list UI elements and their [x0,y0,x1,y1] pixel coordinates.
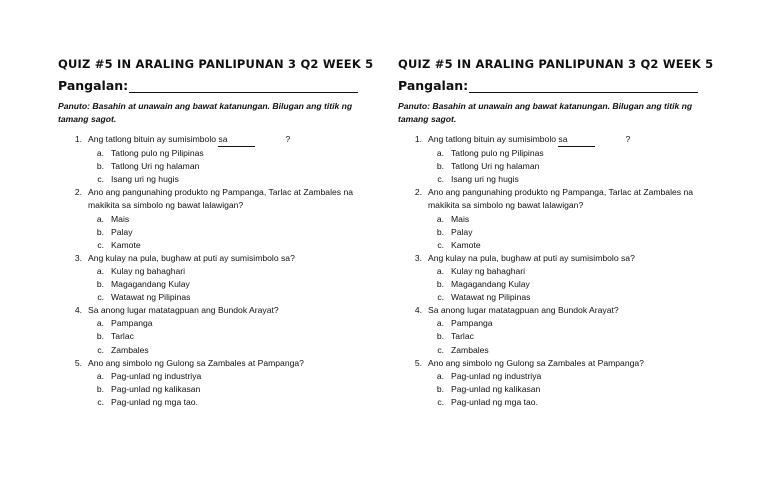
option-letter: b. [436,383,444,394]
option-text: Isang uri ng hugis [111,174,179,185]
name-label: Pangalan: [398,78,469,93]
option-letter: b. [436,226,444,237]
name-blank-line [129,78,358,93]
question-text-wrap [428,133,728,147]
option-letter: b. [96,279,104,290]
option-letter: a. [96,370,104,381]
question-text-wrap [88,133,388,147]
question-item [398,133,728,147]
question-text: Ano ang pangunahing produkto ng Pampanga, Tarlac at Zambales na makikita sa simbolo ng bawat lalawigan? [88,187,354,211]
question-text: Sa anong lugar matatagpuan ang Bundok Arayat? [428,305,619,316]
option-letter: c. [97,174,104,185]
instructions: Panuto: Basahin at unawain ang bawat katanungan. Bilugan ang titik ng tamang sagot. [58,101,353,124]
option-letter: c. [97,239,104,250]
answer-option [58,160,388,173]
answer-option [58,213,388,226]
answer-option [398,239,728,252]
option-letter: b. [436,331,444,342]
instructions: Panuto: Basahin at unawain ang bawat katanungan. Bilugan ang titik ng tamang sagot. [398,101,693,124]
answer-option [398,344,728,357]
option-letter: b. [436,161,444,172]
question-text: Ang kulay na pula, bughaw at puti ay sumisimbolo sa? [428,252,635,263]
question-item [398,186,728,212]
option-letter: a. [436,265,444,276]
option-text: Pampanga [451,318,493,329]
option-letter: c. [97,344,104,355]
option-text: Watawat ng Pilipinas [451,292,531,303]
answer-option [58,330,388,343]
option-letter: b. [96,331,104,342]
answer-option [398,160,728,173]
option-text: Kulay ng bahaghari [451,265,526,276]
option-text: Magagandang Kulay [451,279,530,290]
option-text: Pag-unlad ng kalikasan [111,383,201,394]
option-text: Tatlong Uri ng halaman [451,161,540,172]
option-text: Isang uri ng hugis [451,174,519,185]
answer-option [398,370,728,383]
question-number: 5. [74,357,82,368]
answer-option [398,226,728,239]
option-letter: a. [436,318,444,329]
option-text: Pampanga [111,318,153,329]
answer-option [398,330,728,343]
option-text: Pag-unlad ng kalikasan [451,383,541,394]
option-text: Pag-unlad ng mga tao. [451,396,538,407]
option-text: Tatlong pulo ng Pilipinas [451,148,544,159]
answer-option [58,226,388,239]
question-text-wrap [428,304,728,317]
option-text: Tarlac [111,331,134,342]
answer-option [58,147,388,160]
question-item [398,304,728,317]
question-mark: ? [625,134,631,144]
question-list [58,133,388,409]
underlined-word: sa [558,134,568,144]
option-text: Pag-unlad ng mga tao. [111,396,198,407]
question-mark: ? [285,134,291,144]
underlined-word: sa [218,134,228,144]
option-text: Tarlac [451,331,474,342]
answer-blank [558,133,594,147]
answer-option [398,213,728,226]
question-text: Ano ang simbolo ng Gulong sa Zambales at Pampanga? [428,357,644,368]
question-number: 1. [414,134,422,144]
answer-blank [218,133,254,147]
answer-option [398,265,728,278]
answer-option [398,278,728,291]
option-letter: b. [96,383,104,394]
question-item [58,304,388,317]
question-number: 3. [74,252,82,263]
name-field [58,78,358,93]
option-letter: b. [436,279,444,290]
question-text: Ang tatlong bituin ay sumisimbolo [428,134,557,144]
question-item [398,252,728,265]
option-letter: c. [437,396,444,407]
question-number: 3. [414,252,422,263]
question-text-wrap [88,304,388,317]
option-letter: b. [96,226,104,237]
answer-option [58,291,388,304]
option-text: Pag-unlad ng industriya [111,370,202,381]
answer-option [58,239,388,252]
option-text: Palay [111,226,133,237]
option-text: Tatlong pulo ng Pilipinas [111,148,204,159]
question-number: 4. [74,305,82,316]
option-letter: c. [437,344,444,355]
option-text: Kulay ng bahaghari [111,265,186,276]
option-text: Mais [111,213,130,224]
option-text: Zambales [451,344,489,355]
answer-option [58,317,388,330]
answer-option [398,317,728,330]
answer-option [398,173,728,186]
question-text: Sa anong lugar matatagpuan ang Bundok Arayat? [88,305,279,316]
option-text: Kamote [451,239,481,250]
name-field [398,78,698,93]
answer-option [398,396,728,409]
question-number: 5. [414,357,422,368]
option-letter: c. [97,292,104,303]
option-letter: c. [437,292,444,303]
quiz-title: QUIZ #5 IN ARALING PANLIPUNAN 3 Q2 WEEK 5 [58,57,374,71]
question-text-wrap [428,252,728,265]
option-letter: a. [96,318,104,329]
option-text: Mais [451,213,470,224]
option-letter: a. [436,370,444,381]
answer-option [58,344,388,357]
question-item [58,186,388,212]
name-label: Pangalan: [58,78,129,93]
question-number: 4. [414,305,422,316]
option-letter: a. [96,213,104,224]
option-letter: b. [96,161,104,172]
answer-option [58,278,388,291]
question-text-wrap [88,357,388,370]
question-text-wrap [428,357,728,370]
question-text-wrap [428,186,728,212]
option-text: Watawat ng Pilipinas [111,292,191,303]
question-text: Ang tatlong bituin ay sumisimbolo [88,134,217,144]
question-text-wrap [88,252,388,265]
option-text: Kamote [111,239,141,250]
option-text: Pag-unlad ng industriya [451,370,542,381]
option-text: Magagandang Kulay [111,279,190,290]
question-list [398,133,728,409]
question-text: Ang kulay na pula, bughaw at puti ay sumisimbolo sa? [88,252,295,263]
question-number: 2. [414,187,422,198]
question-number: 2. [74,187,82,198]
question-text: Ano ang simbolo ng Gulong sa Zambales at Pampanga? [88,357,304,368]
answer-option [58,396,388,409]
question-number: 1. [74,134,82,144]
option-text: Zambales [111,344,149,355]
option-letter: a. [96,148,104,159]
question-item [398,357,728,370]
option-letter: a. [436,148,444,159]
answer-option [398,147,728,160]
question-text-wrap [88,186,388,212]
answer-option [398,383,728,396]
option-letter: a. [96,265,104,276]
answer-option [58,265,388,278]
option-text: Tatlong Uri ng halaman [111,161,200,172]
name-blank-line [469,78,698,93]
question-item [58,252,388,265]
answer-option [58,383,388,396]
option-letter: c. [437,239,444,250]
quiz-title: QUIZ #5 IN ARALING PANLIPUNAN 3 Q2 WEEK 5 [398,57,714,71]
question-item [58,357,388,370]
option-text: Palay [451,226,473,237]
option-letter: c. [437,174,444,185]
question-item [58,133,388,147]
answer-option [398,291,728,304]
question-text: Ano ang pangunahing produkto ng Pampanga, Tarlac at Zambales na makikita sa simbolo ng bawat lalawigan? [428,187,694,211]
answer-option [58,370,388,383]
answer-option [58,173,388,186]
option-letter: c. [97,396,104,407]
option-letter: a. [436,213,444,224]
